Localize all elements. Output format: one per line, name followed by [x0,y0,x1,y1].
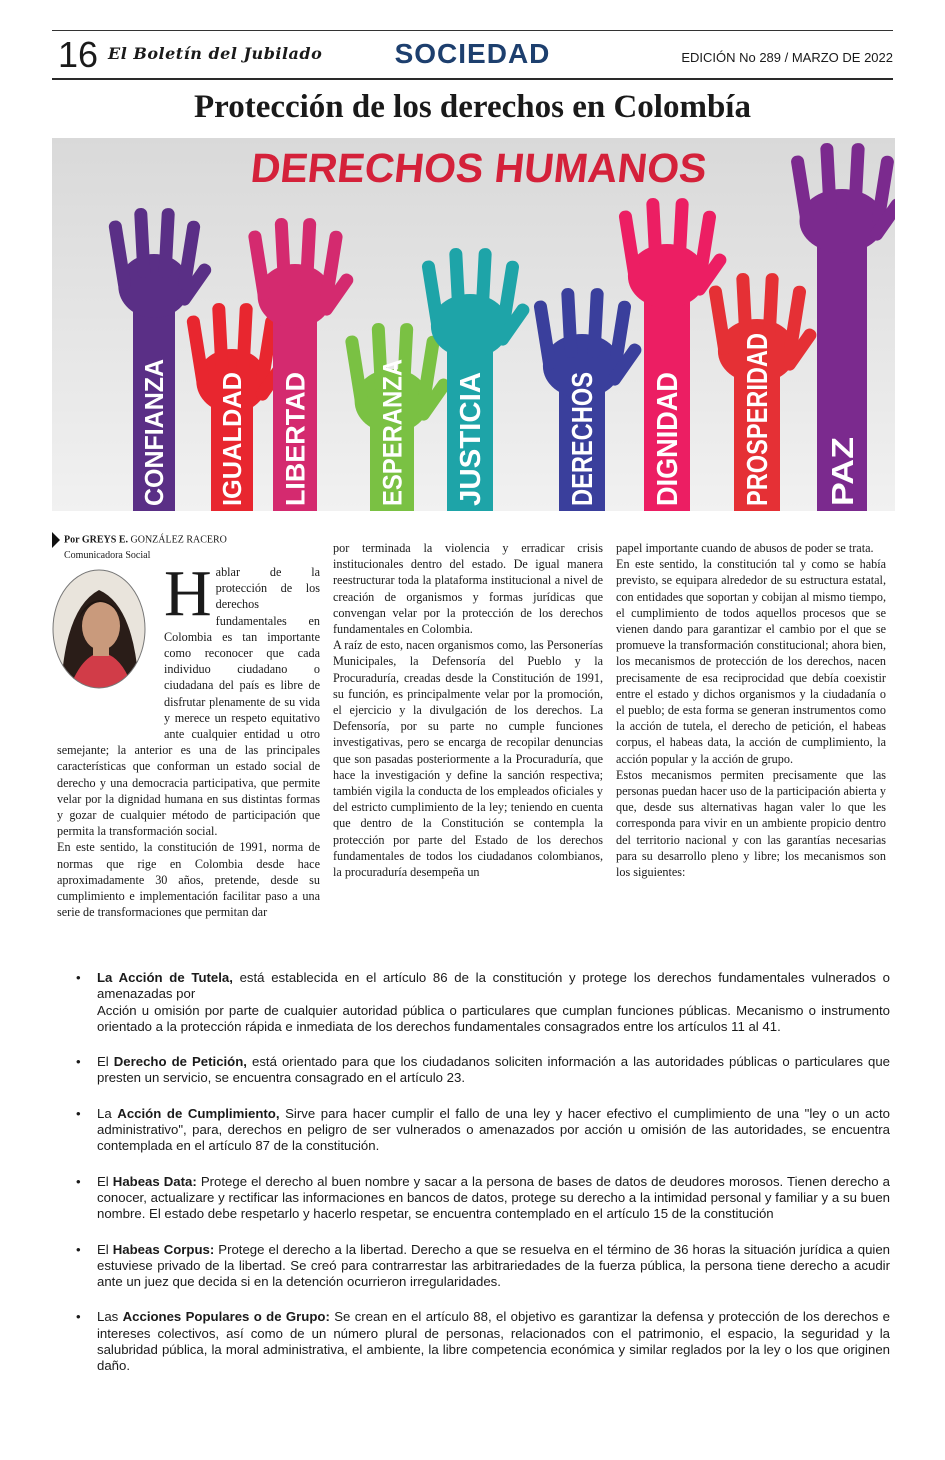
header-rule [52,78,893,80]
paragraph: por terminada la violencia y erradicar crisis institucionales dentro del estado. De igual manera reestructurar toda la plataforma institucional a nivel de creación de organismos y formas jurídicas que convengan velar por la protección de los derechos fundamentales en Colombia. [333,541,603,637]
hero-image [52,138,895,511]
bullet-icon: • [76,1173,81,1189]
hand-label: JUSTICIA [455,376,488,506]
mechanism-term: Habeas Corpus: [112,1241,215,1257]
hero-headline: DERECHOS HUMANOS [248,145,710,191]
drop-cap: H [164,557,212,630]
mechanism-term: La Acción de Tutela, [97,970,233,985]
hand-label: PROSPERIDAD [742,296,775,506]
list-item: • El Habeas Corpus: Protege el derecho a la libertad. Derecho a que se resuelva en el término de 36 horas la situación jurídica a quien estuviese privado de la libertad. Se creó para contrarrestar las arbitrariedades de la fuerza pública, la persona tiene derecho a acudir ante un juez que decida si en la detención ocurrieron irregularidades. [76,1241,890,1290]
bullet-icon: • [76,1309,81,1325]
mechanism-term: Derecho de Petición, [113,1054,247,1070]
paragraph: ablar de la protección de los derechos fundamentales en Colombia es tan importante como reconocer que cada individuo ciudadano o ciudadana del país es libre de disfrutar plenamente de su vida y merece un respeto equitativo ante cualquier entidad u otro semejante; la anterior es una de las principales características que conforman un estado social de derecho y una democracia participativa, que permite velar por la dignidad humana en sus distintas formas y gozar de cualquier método de participación que permita la transformación social. [57,565,320,839]
bullet-icon: • [76,1241,81,1257]
mechanism-term: Acción de Cumplimiento, [117,1105,280,1121]
edition-info: EDICIÓN No 289 / MARZO DE 2022 [681,50,893,65]
hand-label: IGUALDAD [217,368,248,506]
paragraph: En este sentido, la constitución de 1991, norma de normas que rige en Colombia desde hace aproximadamente 30 años, pretende, desde su cumplimiento e implementación facilitar paso a una serie de transformaciones que permitan dar [57,840,320,920]
list-item: • La Acción de Cumplimiento, Sirve para hacer cumplir el fallo de una ley y hacer efectivo el cumplimiento de una "ley o un acto administrativo", para, derechos en peligro de ser vulnerados o amenazados por acción u omisión de las autoridades, se encuentra contemplada en el artículo 87 de la constitución. [76,1105,890,1154]
mechanism-term: Habeas Data: [112,1173,197,1189]
mechanisms-list [76,970,890,1394]
article-column-1 [57,557,320,920]
author-name: GONZÁLEZ RACERO [130,534,227,546]
masthead: El Boletín del Jubilado [108,44,323,63]
article-title: Protección de los derechos en Colombía [194,89,751,125]
bullet-icon: • [76,1105,81,1121]
list-item: • La Acción de Tutela, está establecida en el artículo 86 de la constitución y protege los derechos fundamentales vulnerados o amenazadas por Acción u omisión por parte de cualquier autoridad pública o particulares que cumplan funciones públicas. Mecanismo o instrumento orientado a la protección rápida e inmediata de los derechos fundamentales consagrados entre los artículos 11 al 41. [76,970,890,1034]
hand-label: CONFIANZA [139,352,170,506]
top-rule [52,30,893,31]
article-column-2 [333,540,603,880]
hand-label: LIBERTAD [279,370,311,506]
bullet-icon: • [76,970,81,985]
list-item: • El Habeas Data: Protege el derecho al buen nombre y sacar a la persona de bases de datos de deudores morosos. Tienen derecho a conocer, actualizare y rectificar las informaciones en bancos de datos, protege su derecho a la intimidad personal y familiar y a su buen nombre. El estado debe respetarlo y hacerlo respetar, se encuentra contemplado en el artículo 15 de la constitución [76,1173,890,1222]
list-item: • El Derecho de Petición, está orientado para que los ciudadanos soliciten información a las autoridades públicas o particulares que presten un servicio, se encuentra consagrado en el artículo 23. [76,1054,890,1086]
hand-label: DERECHOS [567,344,600,506]
page-header [52,34,893,76]
paragraph: Estos mecanismos permiten precisamente que las personas puedan hacer uso de la participación abierta y que, desde sus alternativas hagan valer lo que les corresponda para vivir en un ambiente propicio dentro del territorio nacional y con las garantías necesarias para su desarrollo pleno y libre; los mecanismos son los siguientes: [616,767,886,880]
list-item: • Las Acciones Populares o de Grupo: Se crean en el artículo 88, el objetivo es garantizar la defensa y protección de los derechos e intereses colectivos, así como de un número plural de personas, relacionados con el patrimonio, el espacio, la seguridad y la salubridad pública, la moral administrativa, el ambiente, la libre competencia económica y similar reglados por la ley o los que originen daño. [76,1309,890,1374]
paragraph: papel importante cuando de abusos de poder se trata. [616,541,874,555]
bullet-icon: • [76,1054,81,1070]
paragraph: A raíz de esto, nacen organismos como, las Personerías Municipales, la Defensoría del Pueblo y la Procuraduría, creadas desde la Constitución de 1991, su función, es principalmente velar por la promoción, el ejercicio y la divulgación de los derechos. La Defensoría, por su parte no cumple funciones investigativas, pero se encarga de recopilar denuncias que son pasadas posteriormente a la Procuraduría, que hace la investigación y define la sanción respectiva; también vigila la conducta de los empleados oficiales y del estricto cumplimiento de la ley; teniendo en cuenta que dentro de la Constitución se contempla la protección por parte del Estado de los derechos fundamentales de todos los ciudadanos colombianos, la procuraduría desempeña un [333,638,603,880]
section-title: SOCIEDAD [394,38,551,69]
hand-label: DIGNIDAD [652,365,685,506]
author-name-bold: Por GREYS E. [64,534,128,546]
page-number: 16 [58,34,99,75]
hand-label: PAZ [825,446,860,506]
author-role: Comunicadora Social [64,550,151,561]
paragraph: En este sentido, la constitución tal y como se había previsto, se equipara alrededor de su estructura estatal, con entidades que soportan y cobijan al mismo tiempo, el cumplimiento de todos aquellos procesos que se vienen dando para garantizar el cambio por el que se promueve la transformación constitucional; ahora bien, los mecanismos de protección de los derechos, nacen precisamente de esa reciprocidad que debía coexistir entre el estado y dichos organismos y la ciudadanía o el pueblo; de esta forma se generan instrumentos como la acción de tutela, el derecho de petición, el habeas corpus, el habeas data, la acción de cumplimiento, la acción popular y la acción de grupo. [616,557,886,766]
hand-label: ESPERANZA [376,337,408,506]
article-column-3 [616,540,886,880]
byline-arrow-icon [52,532,60,548]
mechanism-term: Acciones Populares o de Grupo: [122,1309,330,1325]
